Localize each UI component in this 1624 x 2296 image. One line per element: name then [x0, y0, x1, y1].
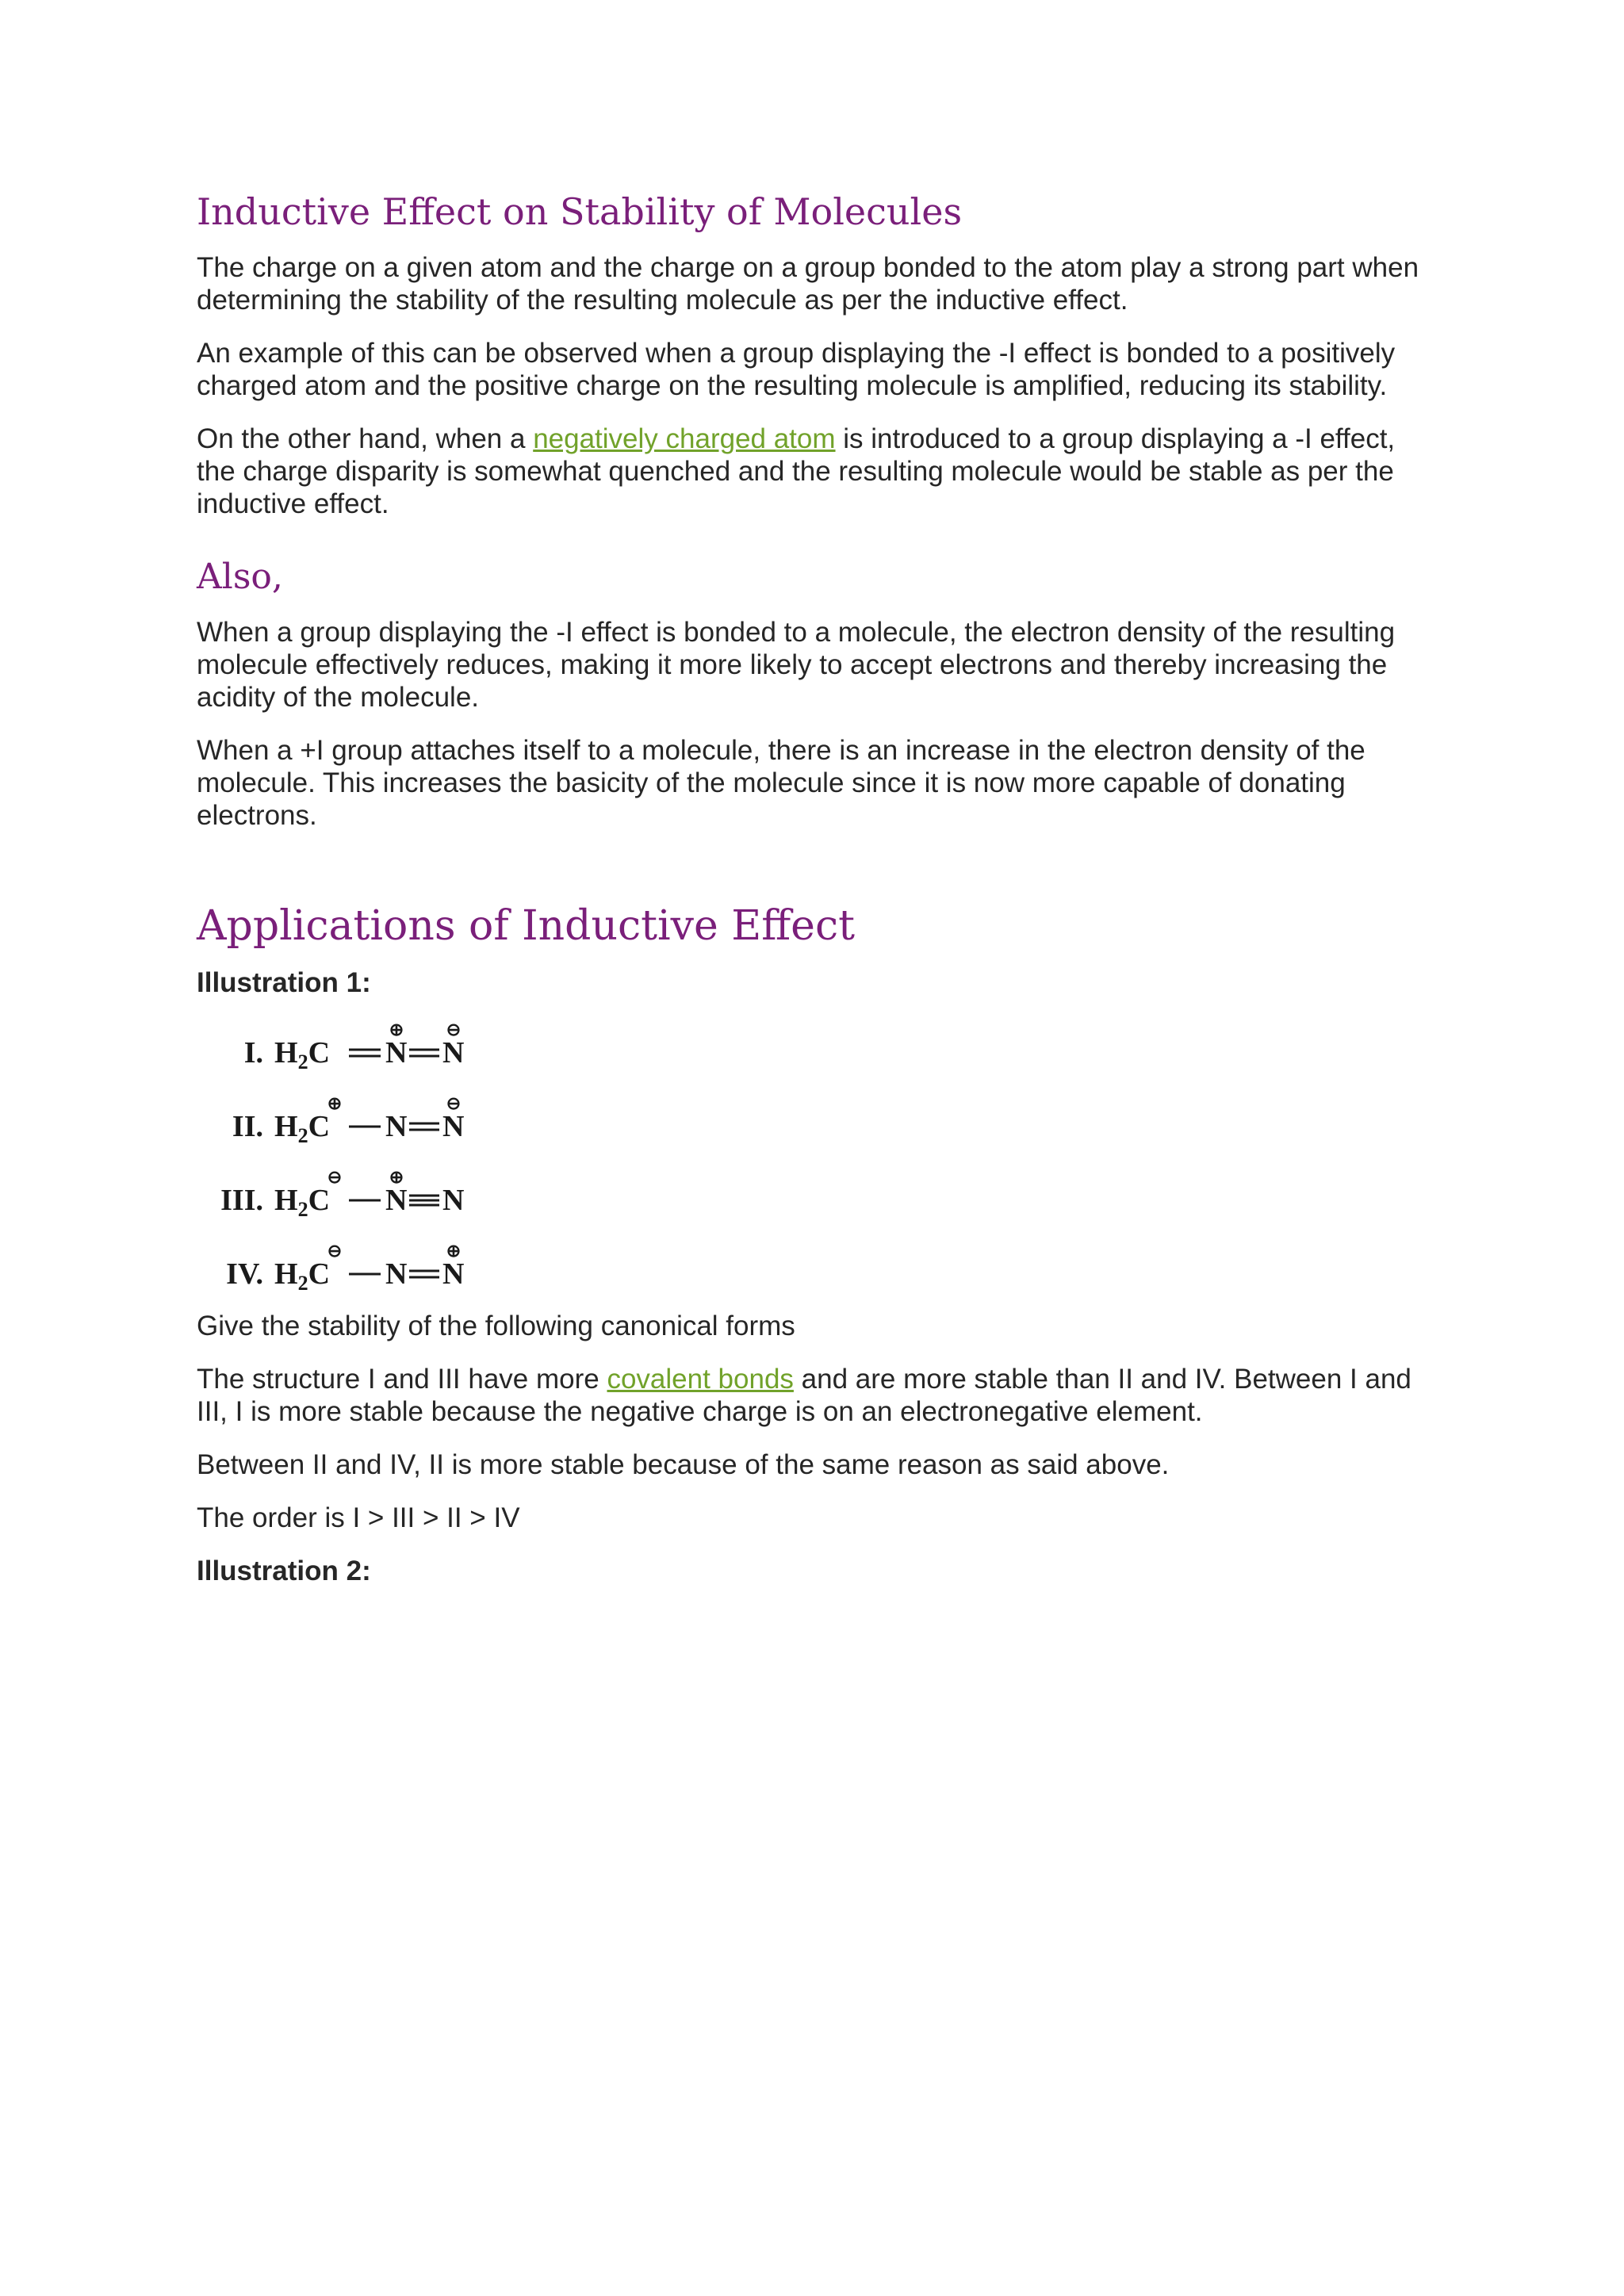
- structure-numeral: III.: [220, 1184, 263, 1218]
- structure-group-2: $H_2C$: [274, 1110, 331, 1148]
- charge-symbol: ⊕: [389, 1020, 404, 1040]
- charge-symbol: ⊖: [446, 1093, 462, 1114]
- section-title-also: Also,: [197, 557, 283, 598]
- section-title-applications: Applications of Inductive Effect: [197, 901, 855, 950]
- structure-numeral: I.: [243, 1036, 263, 1070]
- charge-symbol: ⊕: [389, 1167, 404, 1188]
- structure-atom: N: [385, 1184, 408, 1218]
- paragraph: [197, 1363, 1434, 1428]
- paragraph-text: On the other hand, when a: [197, 423, 534, 455]
- paragraph: [197, 423, 1434, 520]
- paragraph: The charge on a given atom and the charge on a group bonded to the atom play a strong part when determining the stability of the resulting molecule as per the inductive effect.: [197, 252, 1419, 316]
- structure-numeral: II.: [232, 1110, 263, 1144]
- charge-symbol: ⊖: [327, 1241, 343, 1261]
- paragraph: When a +I group attaches itself to a molecule, there is an increase in the electron density of the molecule. This increases the basicity of the molecule since it is now more capable of donating electrons.: [197, 734, 1365, 831]
- structure-group-1: $H_2C$: [274, 1036, 331, 1074]
- paragraph-text: The structure I and III have more: [197, 1364, 607, 1395]
- structure-group-4: $H_2C$: [274, 1257, 331, 1295]
- paragraph: Between II and IV, II is more stable because of the same reason as said above.: [197, 1449, 1170, 1481]
- structure-atom: N: [385, 1110, 408, 1144]
- link-covalent-bonds[interactable]: covalent bonds: [607, 1364, 794, 1395]
- structure-atom: N: [442, 1257, 465, 1292]
- paragraph-text: is introduced to a group displaying a -I effect, the charge disparity is somewhat quenched and the resulting molecule would be stable as per the inductive effect.: [197, 423, 1396, 520]
- canonical-forms-figure: [201, 1018, 550, 1303]
- stability-order: The order is I > III > II > IV: [197, 1502, 520, 1534]
- charge-symbol: ⊖: [446, 1020, 462, 1040]
- structure-group-3: $H_2C$: [274, 1184, 331, 1222]
- structure-atom: N: [442, 1184, 465, 1218]
- paragraph-text: and are more stable than II and IV. Between I and III, I is more stable because the negative charge is on an electronegative element.: [197, 1364, 1411, 1428]
- charge-symbol: ⊕: [327, 1093, 343, 1114]
- paragraph: When a group displaying the -I effect is bonded to a molecule, the electron density of the resulting molecule effectively reduces, making it more likely to accept electrons and thereby increasing the acidity of the molecule.: [197, 616, 1396, 713]
- structure-numeral: IV.: [226, 1257, 263, 1292]
- section-title-stability: Inductive Effect on Stability of Molecules: [197, 190, 963, 233]
- link-negatively-charged-atom[interactable]: negatively charged atom: [533, 423, 836, 455]
- structure-atom: N: [385, 1036, 408, 1070]
- illustration-1-label: Illustration 1:: [197, 967, 371, 999]
- illustration-2-label: Illustration 2:: [197, 1556, 371, 1587]
- paragraph: Give the stability of the following canonical forms: [197, 1311, 795, 1342]
- structure-atom: N: [385, 1257, 408, 1292]
- charge-symbol: ⊖: [327, 1167, 343, 1188]
- structure-atom: N: [442, 1110, 465, 1144]
- paragraph: An example of this can be observed when a group displaying the -I effect is bonded to a positively charged atom and the positive charge on the resulting molecule is amplified, reducing its stability.: [197, 338, 1396, 402]
- structure-atom: N: [442, 1036, 465, 1070]
- charge-symbol: ⊕: [446, 1241, 462, 1261]
